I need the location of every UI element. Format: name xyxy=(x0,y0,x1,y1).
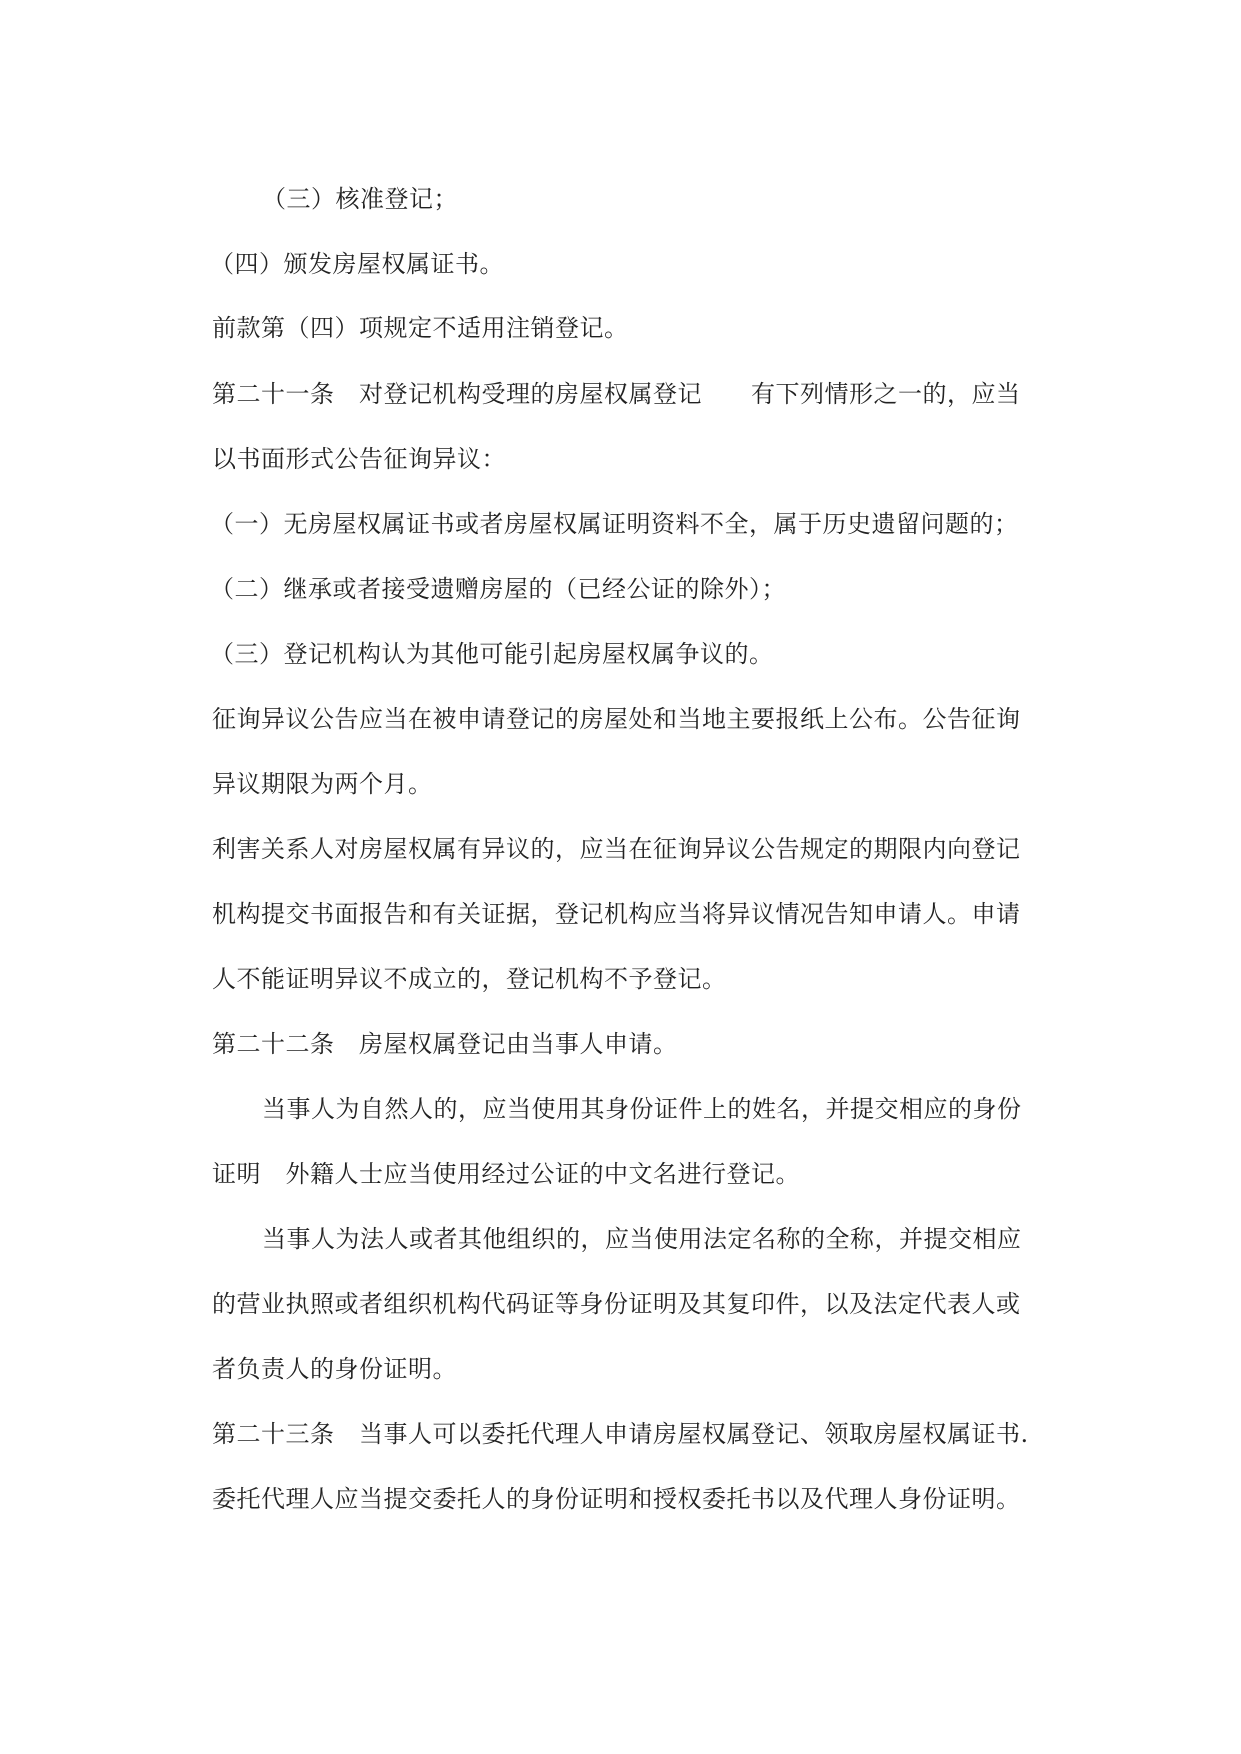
paragraph-line: 以书面形式公告征询异议： xyxy=(212,445,506,473)
paragraph-line: 人不能证明异议不成立的，登记机构不予登记。 xyxy=(212,965,727,993)
paragraph-line: （三）核准登记； xyxy=(262,185,458,213)
paragraph-line: 征询异议公告应当在被申请登记的房屋处和当地主要报纸上公布。公告征询 xyxy=(212,705,1021,733)
paragraph-line: 证明 外籍人士应当使用经过公证的中文名进行登记。 xyxy=(212,1160,800,1188)
list-item: （二）继承或者接受遗赠房屋的（已经公证的除外）； xyxy=(210,575,786,603)
paragraph-line: 当事人为法人或者其他组织的，应当使用法定名称的全称，并提交相应 xyxy=(262,1225,1022,1253)
list-item: （三）登记机构认为其他可能引起房屋权属争议的。 xyxy=(210,640,774,668)
paragraph-line: 前款第（四）项规定不适用注销登记。 xyxy=(212,314,629,342)
article-heading-21: 第二十一条 对登记机构受理的房屋权属登记 有下列情形之一的，应当 xyxy=(212,380,1021,408)
paragraph-line: 利害关系人对房屋权属有异议的，应当在征询异议公告规定的期限内向登记 xyxy=(212,835,1021,863)
article-heading-23: 第二十三条 当事人可以委托代理人申请房屋权属登记、领取房屋权属证书. xyxy=(212,1420,1029,1448)
article-heading-22: 第二十二条 房屋权属登记由当事人申请。 xyxy=(212,1030,678,1058)
paragraph-line: 当事人为自然人的，应当使用其身份证件上的姓名，并提交相应的身份 xyxy=(262,1095,1022,1123)
list-item: （一）无房屋权属证书或者房屋权属证明资料不全，属于历史遗留问题的； xyxy=(210,510,1019,538)
paragraph-line: 委托代理人应当提交委托人的身份证明和授权委托书以及代理人身份证明。 xyxy=(212,1485,1021,1513)
paragraph-line: 的营业执照或者组织机构代码证等身份证明及其复印件，以及法定代表人或 xyxy=(212,1290,1021,1318)
paragraph-line: 异议期限为两个月。 xyxy=(212,770,433,798)
paragraph-line: （四）颁发房屋权属证书。 xyxy=(210,250,504,278)
paragraph-line: 者负责人的身份证明。 xyxy=(212,1355,457,1383)
paragraph-line: 机构提交书面报告和有关证据，登记机构应当将异议情况告知申请人。申请 xyxy=(212,900,1021,928)
